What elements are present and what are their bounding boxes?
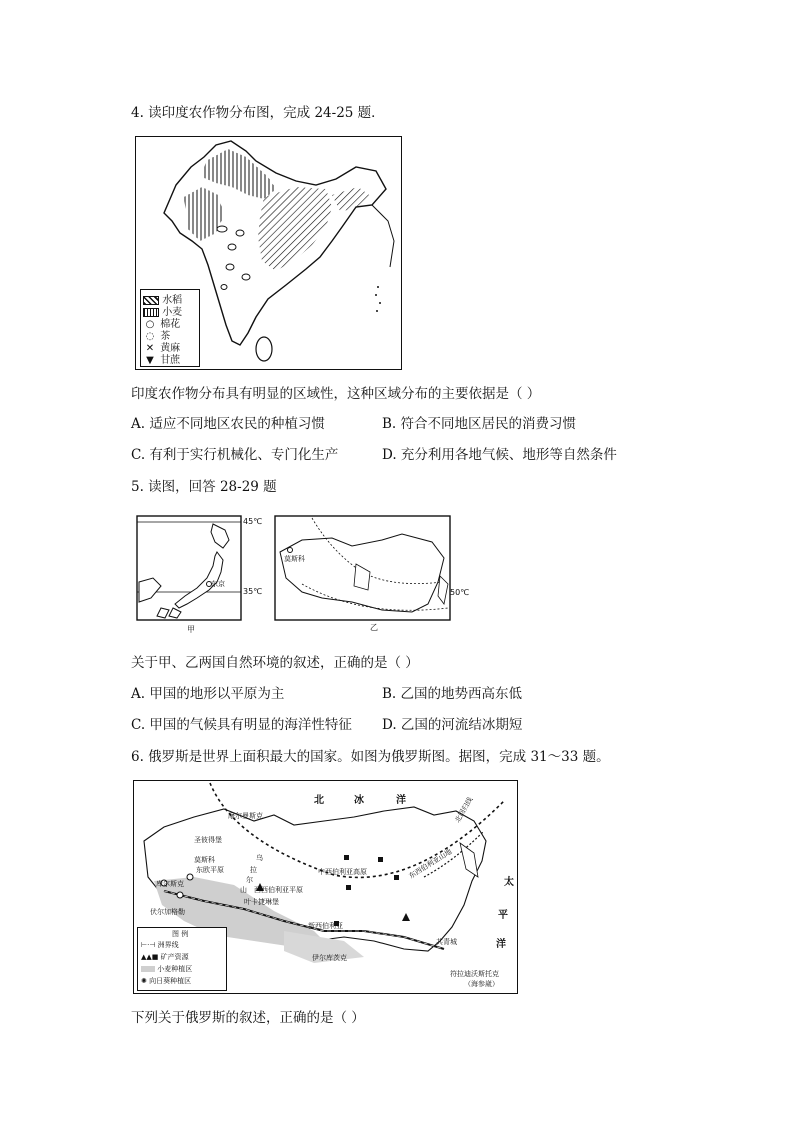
- mineral-icon: ▲▲■: [141, 953, 159, 961]
- q4-option-d: D. 充分利用各地气候、地形等自然条件: [382, 447, 617, 463]
- ocean-north-2: 冰: [354, 795, 364, 806]
- russia-small-map-graphic: [272, 512, 477, 637]
- q5-option-d: D. 乙国的河流结冰期短: [382, 717, 523, 733]
- q6-question: 下列关于俄罗斯的叙述，正确的是（ ）: [131, 1010, 365, 1026]
- label-central-siberian: 中西伯利亚高原: [318, 868, 367, 876]
- map-japan: [133, 512, 268, 637]
- label-ural-3: 尔: [246, 876, 253, 884]
- legend-wheat: 小麦: [162, 307, 183, 318]
- russia-legend: [137, 927, 227, 991]
- legend-cotton: 棉花: [160, 319, 181, 330]
- legend-tea: 茶: [160, 331, 171, 342]
- legend-sunflower: 向日葵种植区: [149, 977, 192, 985]
- india-crop-map: [135, 136, 402, 370]
- map-b-caption: 乙: [370, 623, 378, 632]
- legend-wheat-area: 小麦种植区: [157, 965, 193, 973]
- legend-jute: 黄麻: [160, 343, 181, 354]
- legend-rice: 水稻: [162, 295, 183, 306]
- q5-question: 关于甲、乙两国自然环境的叙述，正确的是（ ）: [131, 655, 419, 671]
- q5-stem: 5. 读图，回答 28-29 题: [131, 479, 277, 495]
- sugarcane-icon: ▼: [146, 355, 154, 366]
- continent-border-icon: ⊢·⊣: [141, 941, 156, 949]
- japan-map-graphic: [133, 512, 268, 637]
- russia-map: [133, 780, 518, 994]
- moscow-label-small: 莫斯科: [284, 555, 305, 563]
- legend-mineral: 矿产资源: [160, 953, 189, 961]
- ocean-pacific-1: 太: [504, 877, 514, 888]
- q5-option-a: A. 甲国的地形以平原为主: [131, 686, 285, 702]
- label-vladivostok: 符拉迪沃斯托克: [450, 970, 499, 978]
- lat-50: 50℃: [450, 588, 470, 597]
- q4-stem: 4. 读印度农作物分布图，完成 24-25 题．: [131, 105, 385, 121]
- label-st-petersburg: 圣彼得堡: [194, 836, 222, 844]
- lat-35: 35℃: [243, 587, 263, 596]
- q4-option-a: A. 适应不同地区农民的种植习惯: [131, 416, 325, 432]
- ocean-north-3: 洋: [396, 795, 406, 806]
- sunflower-icon: ✺: [141, 977, 147, 985]
- label-east-siberian: 东西伯利亚山地: [407, 847, 454, 881]
- ocean-pacific-2: 平: [498, 910, 508, 921]
- ocean-pacific-3: 洋: [496, 939, 506, 950]
- russia-legend-title: 图 例: [172, 930, 189, 938]
- tokyo-label: 东京: [211, 580, 225, 588]
- label-komsomolsk: 共青城: [436, 938, 457, 946]
- label-moscow: 莫斯科: [194, 856, 215, 864]
- label-west-siberian: 西西伯利亚平原: [254, 886, 303, 894]
- q6-stem: 6. 俄罗斯是世界上面积最大的国家。如图为俄罗斯图。据图，完成 31～33 题。: [131, 749, 610, 765]
- cotton-icon: ○: [145, 319, 155, 330]
- q5-option-c: C. 甲国的气候具有明显的海洋性特征: [131, 717, 352, 733]
- wheat-area-icon: [141, 966, 155, 972]
- label-novosibirsk: 新西伯利亚: [308, 922, 343, 930]
- map-russia-small: [272, 512, 477, 637]
- lat-45: 45℃: [243, 517, 263, 526]
- jute-icon: ✕: [145, 343, 155, 354]
- ocean-north-1: 北: [314, 795, 324, 806]
- label-ural-1: 乌: [256, 854, 263, 862]
- q4-option-c: C. 有利于实行机械化、专门化生产: [131, 447, 339, 463]
- arctic-circle-label: 北回归线: [453, 795, 475, 825]
- label-volgograd: 伏尔加格勒: [150, 908, 185, 916]
- legend-sugarcane: 甘蔗: [160, 355, 181, 366]
- map-a-caption: 甲: [187, 625, 195, 634]
- label-ural-4: 山: [240, 886, 247, 894]
- label-samara: 库尔斯克: [156, 880, 184, 888]
- label-east-euro-plain: 东欧平原: [196, 866, 224, 874]
- label-vladivostok-alt: （海参崴）: [464, 980, 499, 988]
- q4-option-b: B. 符合不同地区居民的消费习惯: [382, 416, 577, 432]
- q5-option-b: B. 乙国的地势西高东低: [382, 686, 523, 702]
- label-yekaterinburg: 叶卡捷琳堡: [244, 898, 279, 906]
- label-murmansk: 摩尔曼斯克: [228, 812, 263, 820]
- legend-border: 洲界线: [157, 941, 179, 949]
- label-ural-2: 拉: [250, 866, 257, 874]
- india-legend: [140, 289, 200, 367]
- label-irkutsk: 伊尔库茨克: [312, 954, 347, 962]
- tea-icon: ◌: [145, 331, 155, 342]
- q4-question: 印度农作物分布具有明显的区域性，这种区域分布的主要依据是（ ）: [131, 386, 541, 402]
